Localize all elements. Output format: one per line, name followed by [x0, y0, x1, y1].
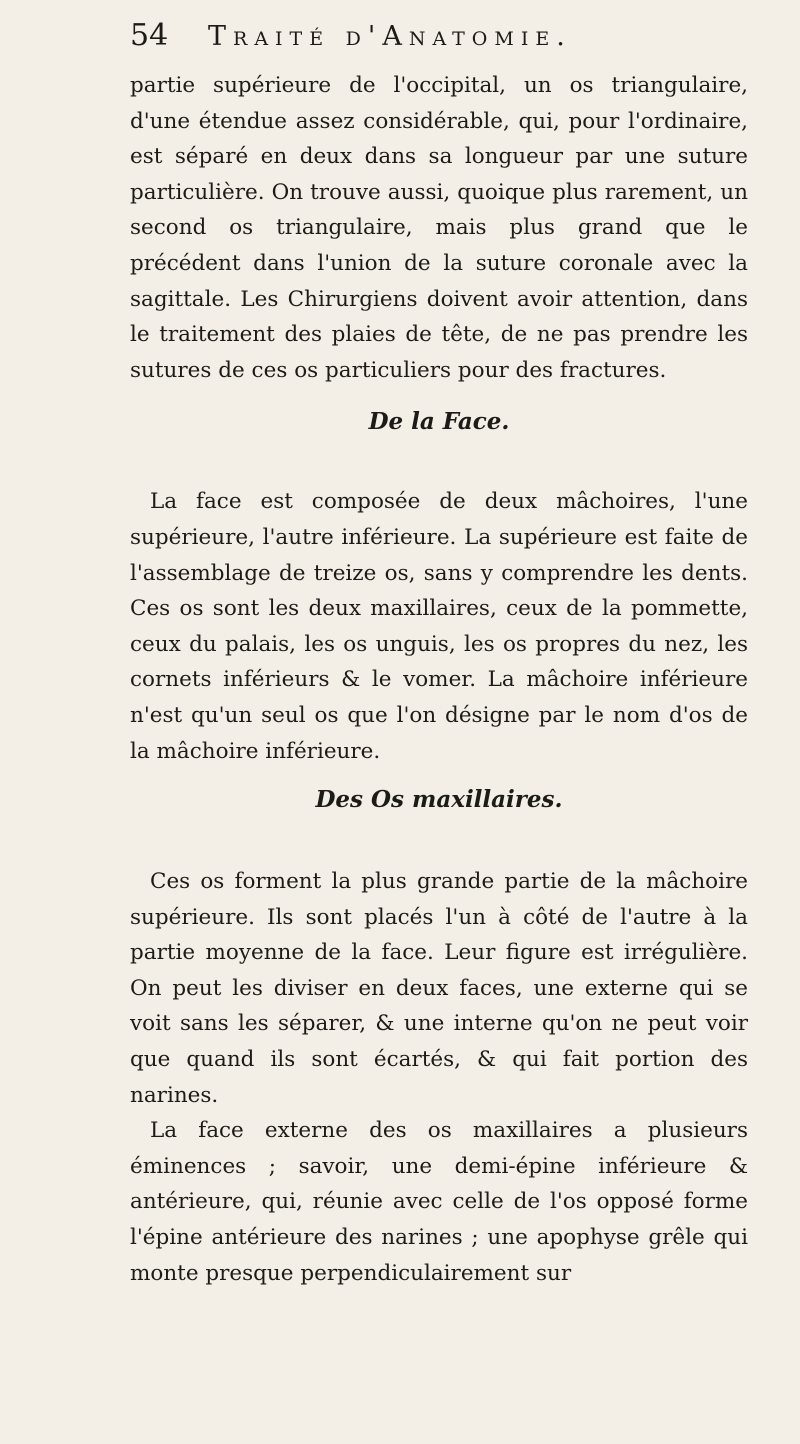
section-heading-maxillaires: Des Os maxillaires. — [315, 786, 563, 814]
running-title: Traité d'Anatomie. — [208, 21, 572, 52]
running-head — [130, 18, 748, 62]
paragraph-occipital: partie supérieure de l'occipital, un os triangulaire, d'une étendue assez considérable, qui, pour l'ordinaire, est séparé en deux dans sa longueur par une suture particulière. On trouve aussi, quoique plus rarement, un second os triangulaire, mais plus grand que le précédent dans l'union de la suture coronale avec la sagittale. Les Chirurgiens doivent avoir attention, dans le traitement des plaies de tête, de ne pas prendre les sutures de ces os particuliers pour des fractures. — [130, 73, 748, 383]
section-heading-face: De la Face. — [368, 408, 510, 436]
paragraph-face: La face est composée de deux mâchoires, l'une supérieure, l'autre inférieure. La supérieure est faite de l'assemblage de treize os, sans y comprendre les dents. Ces os sont les deux maxillaires, ceux de la pommette, ceux du palais, les os unguis, les os propres du nez, les cornets inférieurs & le vomer. La mâchoire inférieure n'est qu'un seul os que l'on désigne par le nom d'os de la mâchoire inférieure. — [130, 489, 748, 764]
paragraph-maxillaires: Ces os forment la plus grande partie de la mâchoire supérieure. Ils sont placés l'un à côté de l'autre à la partie moyenne de la face. Leur figure est irrégulière. On peut les diviser en deux faces, une externe qui se voit sans les séparer, & une interne qu'on ne peut voir que quand ils sont écartés, & qui fait portion des narines. — [130, 869, 748, 1108]
page-number: 54 — [130, 18, 169, 53]
paragraph-face-externe: La face externe des os maxillaires a plusieurs éminences ; savoir, une demi-épine inférieure & antérieure, qui, réunie avec celle de l'os opposé forme l'épine antérieure des narines ; une apophyse grêle qui monte presque perpendiculairement sur — [130, 1118, 748, 1286]
